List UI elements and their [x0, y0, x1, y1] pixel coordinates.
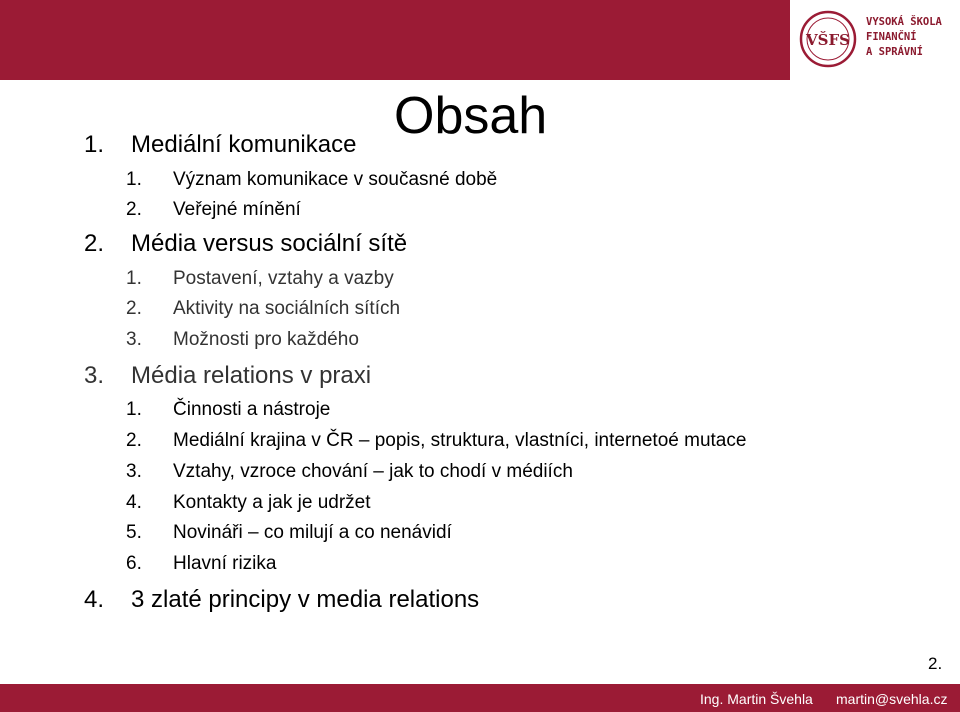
logo-monogram: VŠFS	[806, 31, 850, 49]
toc-subitem-number: 1.	[126, 169, 142, 190]
toc-section-number: 2.	[84, 230, 105, 257]
toc-subitem-label: Hlavní rizika	[173, 553, 277, 574]
toc-subitem-number: 4.	[126, 492, 142, 513]
toc-subitem-label: Vztahy, vzroce chování – jak to chodí v médiích	[173, 461, 573, 482]
toc-subitem-label: Činnosti a nástroje	[173, 399, 331, 420]
vsfs-monogram-icon	[798, 8, 858, 70]
toc-section-label: Mediální komunikace	[131, 131, 357, 158]
toc-subitem-number: 2.	[126, 430, 142, 451]
slide-title: Obsah	[394, 87, 548, 145]
toc-section-label: 3 zlaté principy v media relations	[131, 586, 480, 613]
logo-line-3: A SPRÁVNÍ	[866, 46, 923, 58]
toc-section-number: 1.	[84, 131, 105, 158]
toc-subitem-number: 5.	[126, 522, 142, 543]
logo-line-1: VYSOKÁ ŠKOLA	[866, 16, 942, 28]
toc-subitem-label: Aktivity na sociálních sítích	[173, 298, 401, 319]
toc-subitem-number: 1.	[126, 268, 142, 289]
toc-subitem-label: Postavení, vztahy a vazby	[173, 268, 394, 289]
footer-author: Ing. Martin Švehla	[700, 691, 813, 707]
toc-subitem-number: 3.	[126, 461, 142, 482]
footer-band	[0, 684, 960, 712]
school-logo	[790, 0, 960, 80]
toc-section-number: 3.	[84, 362, 105, 389]
toc-section-number: 4.	[84, 586, 105, 613]
toc-subitem-label: Mediální krajina v ČR – popis, struktura, vlastníci, internetoé mutace	[173, 430, 747, 451]
toc-subitem-label: Veřejné mínění	[173, 199, 301, 220]
toc-subitem-label: Kontakty a jak je udržet	[173, 492, 371, 513]
footer-email: martin@svehla.cz	[836, 691, 948, 707]
slide-number: 2.	[928, 654, 943, 673]
toc-section-label: Média relations v praxi	[131, 362, 372, 389]
toc-subitem-label: Možnosti pro každého	[173, 329, 359, 350]
toc-subitem-number: 2.	[126, 298, 142, 319]
toc-subitem-label: Novináři – co milují a co nenávidí	[173, 522, 452, 543]
toc-subitem-label: Význam komunikace v současné době	[173, 169, 498, 190]
logo-line-2: FINANČNÍ	[866, 31, 917, 43]
toc-subitem-number: 3.	[126, 329, 142, 350]
toc-subitem-number: 1.	[126, 399, 142, 420]
toc-subitem-number: 6.	[126, 553, 142, 574]
toc-subitem-number: 2.	[126, 199, 142, 220]
toc-section-label: Média versus sociální sítě	[131, 230, 408, 257]
